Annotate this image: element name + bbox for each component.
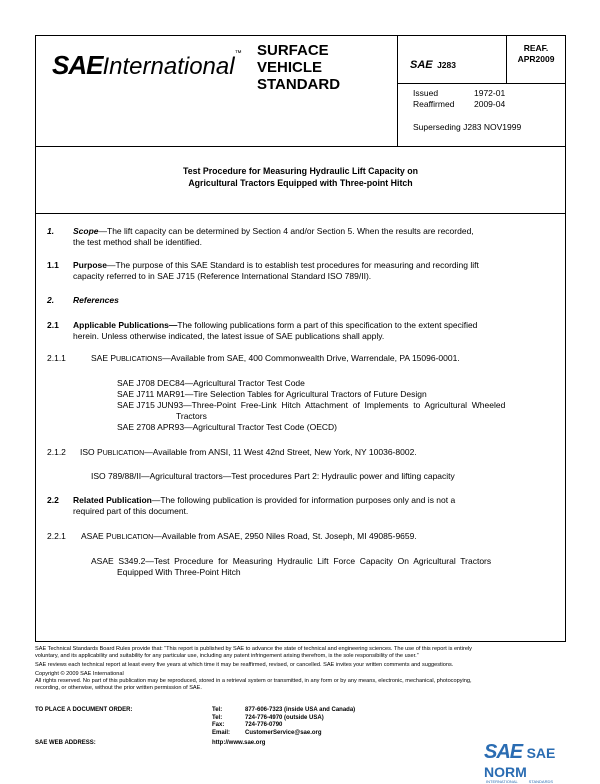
reference-item: ASAE S349.2—Test Procedure for Measuring Hydraulic Lift Force Capacity On Agricultural Tractors [91, 556, 492, 566]
docnum-divider [397, 83, 566, 84]
footer-line: voluntary, and its applicability and suitability for any particular use, including any patent infringement arising therefrom, is the sole responsibility of the user.” [35, 653, 419, 659]
paragraph-text: —The lift capacity can be determined by Section 4 and/or Section 5. When the results are recorded, [98, 226, 474, 236]
order-label: TO PLACE A DOCUMENT ORDER: [35, 707, 133, 713]
reference-item-continued: Equipped With Three-Point Hitch [117, 567, 241, 577]
header-divider [35, 146, 566, 147]
subsection-heading: SAE P [91, 353, 117, 363]
paragraph-text: herein. Unless otherwise indicated, the latest issue of SAE publications shall apply. [73, 331, 385, 341]
logo-sae-text: SAE [52, 50, 103, 80]
logo-international-text: International [102, 53, 235, 80]
status-line: REAF. [523, 43, 549, 53]
section-heading: Related Publication [73, 495, 152, 505]
reference-item: SAE 2708 APR93—Agricultural Tractor Test Code (OECD) [117, 422, 337, 432]
applicable-publications-paragraph [73, 320, 477, 331]
section-number: 2.1.1 [47, 353, 66, 363]
footer-line: SAE reviews each technical report at least every five years at which time it may be reaffirmed, revised, or cancelled. SAE invites your written comments and suggestions. [35, 662, 454, 668]
paragraph-text: —Available from ANSI, 11 West 42nd Street, New York, NY 10036-8002. [144, 447, 417, 457]
web-address-link[interactable]: http://www.sae.org [212, 740, 266, 746]
standard-type [257, 42, 340, 93]
footer-line: All rights reserved. No part of this publication may be reproduced, stored in a retrieval system or transmitted, in any form or by any means, electronic, mechanical, photocopying, [35, 678, 472, 684]
web-label: SAE WEB ADDRESS: [35, 740, 96, 746]
paragraph-text: —Available from SAE, 400 Commonwealth Drive, Warrendale, PA 15096-0001. [162, 353, 460, 363]
reaffirmed-date: 2009-04 [474, 99, 506, 109]
watermark-logo: SAE [484, 741, 523, 763]
section-number: 1. [47, 226, 55, 236]
sae-norm-watermark [484, 741, 600, 784]
paragraph-text: —Available from ASAE, 2950 Niles Road, St. Joseph, MI 49085-9659. [153, 531, 417, 541]
sae-international-logo [52, 50, 242, 81]
issued-label: Issued [413, 88, 439, 98]
issued-date: 1972-01 [474, 88, 506, 98]
subsection-heading: ASAE P [81, 531, 112, 541]
section-number: 2.1 [47, 320, 59, 330]
section-heading: Purpose [73, 260, 108, 270]
reference-item: SAE J715 JUN93—Three-Point Free-Link Hitch Attachment of Implements to Agricultural Wheeled [117, 400, 506, 410]
doc-number: J283 [437, 60, 456, 70]
doc-number-box [410, 55, 456, 73]
title-line: Agricultural Tractors Equipped with Three-point Hitch [188, 178, 413, 188]
reference-item-continued: Tractors [176, 411, 207, 421]
status-box [506, 43, 566, 65]
section-number: 2.2.1 [47, 531, 66, 541]
standard-type-line: SURFACE [257, 42, 329, 59]
reference-item: ISO 789/88/II—Agricultural tractors—Test procedures Part 2: Hydraulic power and lifting capacity [91, 471, 455, 481]
section-number: 2. [47, 295, 55, 305]
section-number: 2.2 [47, 495, 59, 505]
subsection-heading-smallcaps: UBLICATION [102, 450, 145, 457]
footer-rules [35, 646, 566, 692]
contact-value: 877-606-7323 (inside USA and Canada) [245, 707, 356, 713]
reference-item: SAE J711 MAR91—Tire Selection Tables for Agricultural Tractors of Future Design [117, 389, 427, 399]
section-heading: References [73, 295, 119, 305]
watermark-subtext: INTERNATIONAL STANDARDS [486, 779, 554, 784]
trademark-symbol: ™ [234, 50, 242, 57]
contact-block [212, 707, 355, 737]
sae-publications-paragraph [91, 353, 460, 365]
header-vertical-divider [397, 35, 398, 146]
section-number: 2.1.2 [47, 447, 66, 457]
paragraph-text: —The purpose of this SAE Standard is to establish test procedures for measuring and recording lift [107, 260, 479, 270]
title-line: Test Procedure for Measuring Hydraulic Lift Capacity on [183, 166, 418, 176]
contact-label: Email: [212, 729, 231, 736]
contact-value: 724-776-0790 [245, 722, 283, 728]
scope-paragraph [73, 226, 474, 237]
paragraph-text: required part of this document. [73, 506, 189, 516]
footer-line: SAE Technical Standards Board Rules provide that: “This report is published by SAE to advance the state of technical and engineering sciences. The use of this report is entirely [35, 646, 472, 652]
contact-label: Tel: [212, 714, 223, 721]
footer-line: recording, or otherwise, without the prior written permission of SAE. [35, 685, 202, 691]
title-divider [35, 213, 566, 214]
subsection-heading: ISO P [80, 447, 103, 457]
standard-type-line: VEHICLE [257, 59, 323, 76]
related-publication-paragraph [73, 495, 455, 506]
section-number: 1.1 [47, 260, 59, 270]
paragraph-text: —The following publication is provided for information purposes only and is not a [151, 495, 456, 505]
reaffirmed-label: Reaffirmed [413, 99, 455, 109]
footer-line: Copyright © 2009 SAE International [35, 671, 124, 677]
section-heading: Scope [73, 226, 99, 236]
purpose-paragraph [73, 260, 479, 271]
subsection-heading-smallcaps: UBLICATION [111, 534, 154, 541]
contact-label: Fax: [212, 722, 225, 728]
paragraph-text: The following publications form a part of this specification to the extent specified [177, 320, 478, 330]
paragraph-text: the test method shall be identified. [73, 237, 202, 247]
contact-label: Tel: [212, 707, 223, 713]
iso-publication-paragraph [80, 447, 417, 459]
subsection-heading-smallcaps: UBLICATIONS [116, 356, 163, 363]
asae-publication-paragraph [81, 531, 417, 543]
paragraph-text: capacity referred to in SAE J715 (Reference International Standard ISO 789/II). [73, 271, 372, 281]
status-line: APR2009 [517, 54, 555, 64]
watermark-text: SAE NORM [484, 745, 556, 780]
document-title [35, 165, 566, 189]
contact-value: 724-776-4970 (outside USA) [245, 714, 324, 721]
superseding: Superseding J283 NOV1999 [413, 122, 522, 132]
email-link[interactable]: CustomerService@sae.org [245, 729, 322, 736]
section-heading: Applicable Publications— [73, 320, 178, 330]
standard-type-line: STANDARD [257, 76, 341, 93]
reference-item: SAE J708 DEC84—Agricultural Tractor Test Code [117, 378, 305, 388]
mini-sae-logo: SAE [410, 59, 433, 71]
